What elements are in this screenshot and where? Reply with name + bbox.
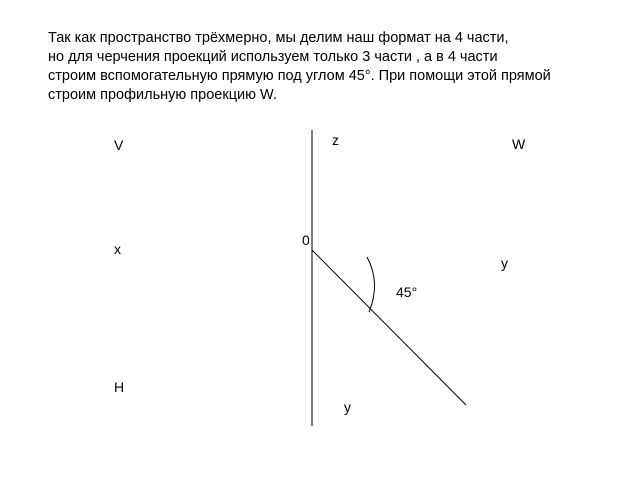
angle-arc [367,257,375,312]
label-y-right: y [501,255,508,271]
label-z: z [332,132,339,148]
label-x: x [114,241,121,257]
label-h: H [114,379,125,395]
label-y-bottom: y [344,399,351,415]
label-origin: 0 [302,232,310,248]
auxiliary-45-line [312,250,466,405]
intro-line-4: строим профильную проекцию W. [48,87,277,103]
intro-line-1: Так как пространство трёхмерно, мы делим наш формат на 4 части, [48,30,509,46]
label-w: W [512,136,526,152]
label-v: V [114,137,124,153]
intro-line-2: но для черчения проекций используем только 3 части , а в 4 части [48,49,498,65]
label-angle: 45° [396,284,418,300]
intro-line-3: строим вспомогательную прямую под углом 45°. При помощи этой прямой [48,68,551,84]
